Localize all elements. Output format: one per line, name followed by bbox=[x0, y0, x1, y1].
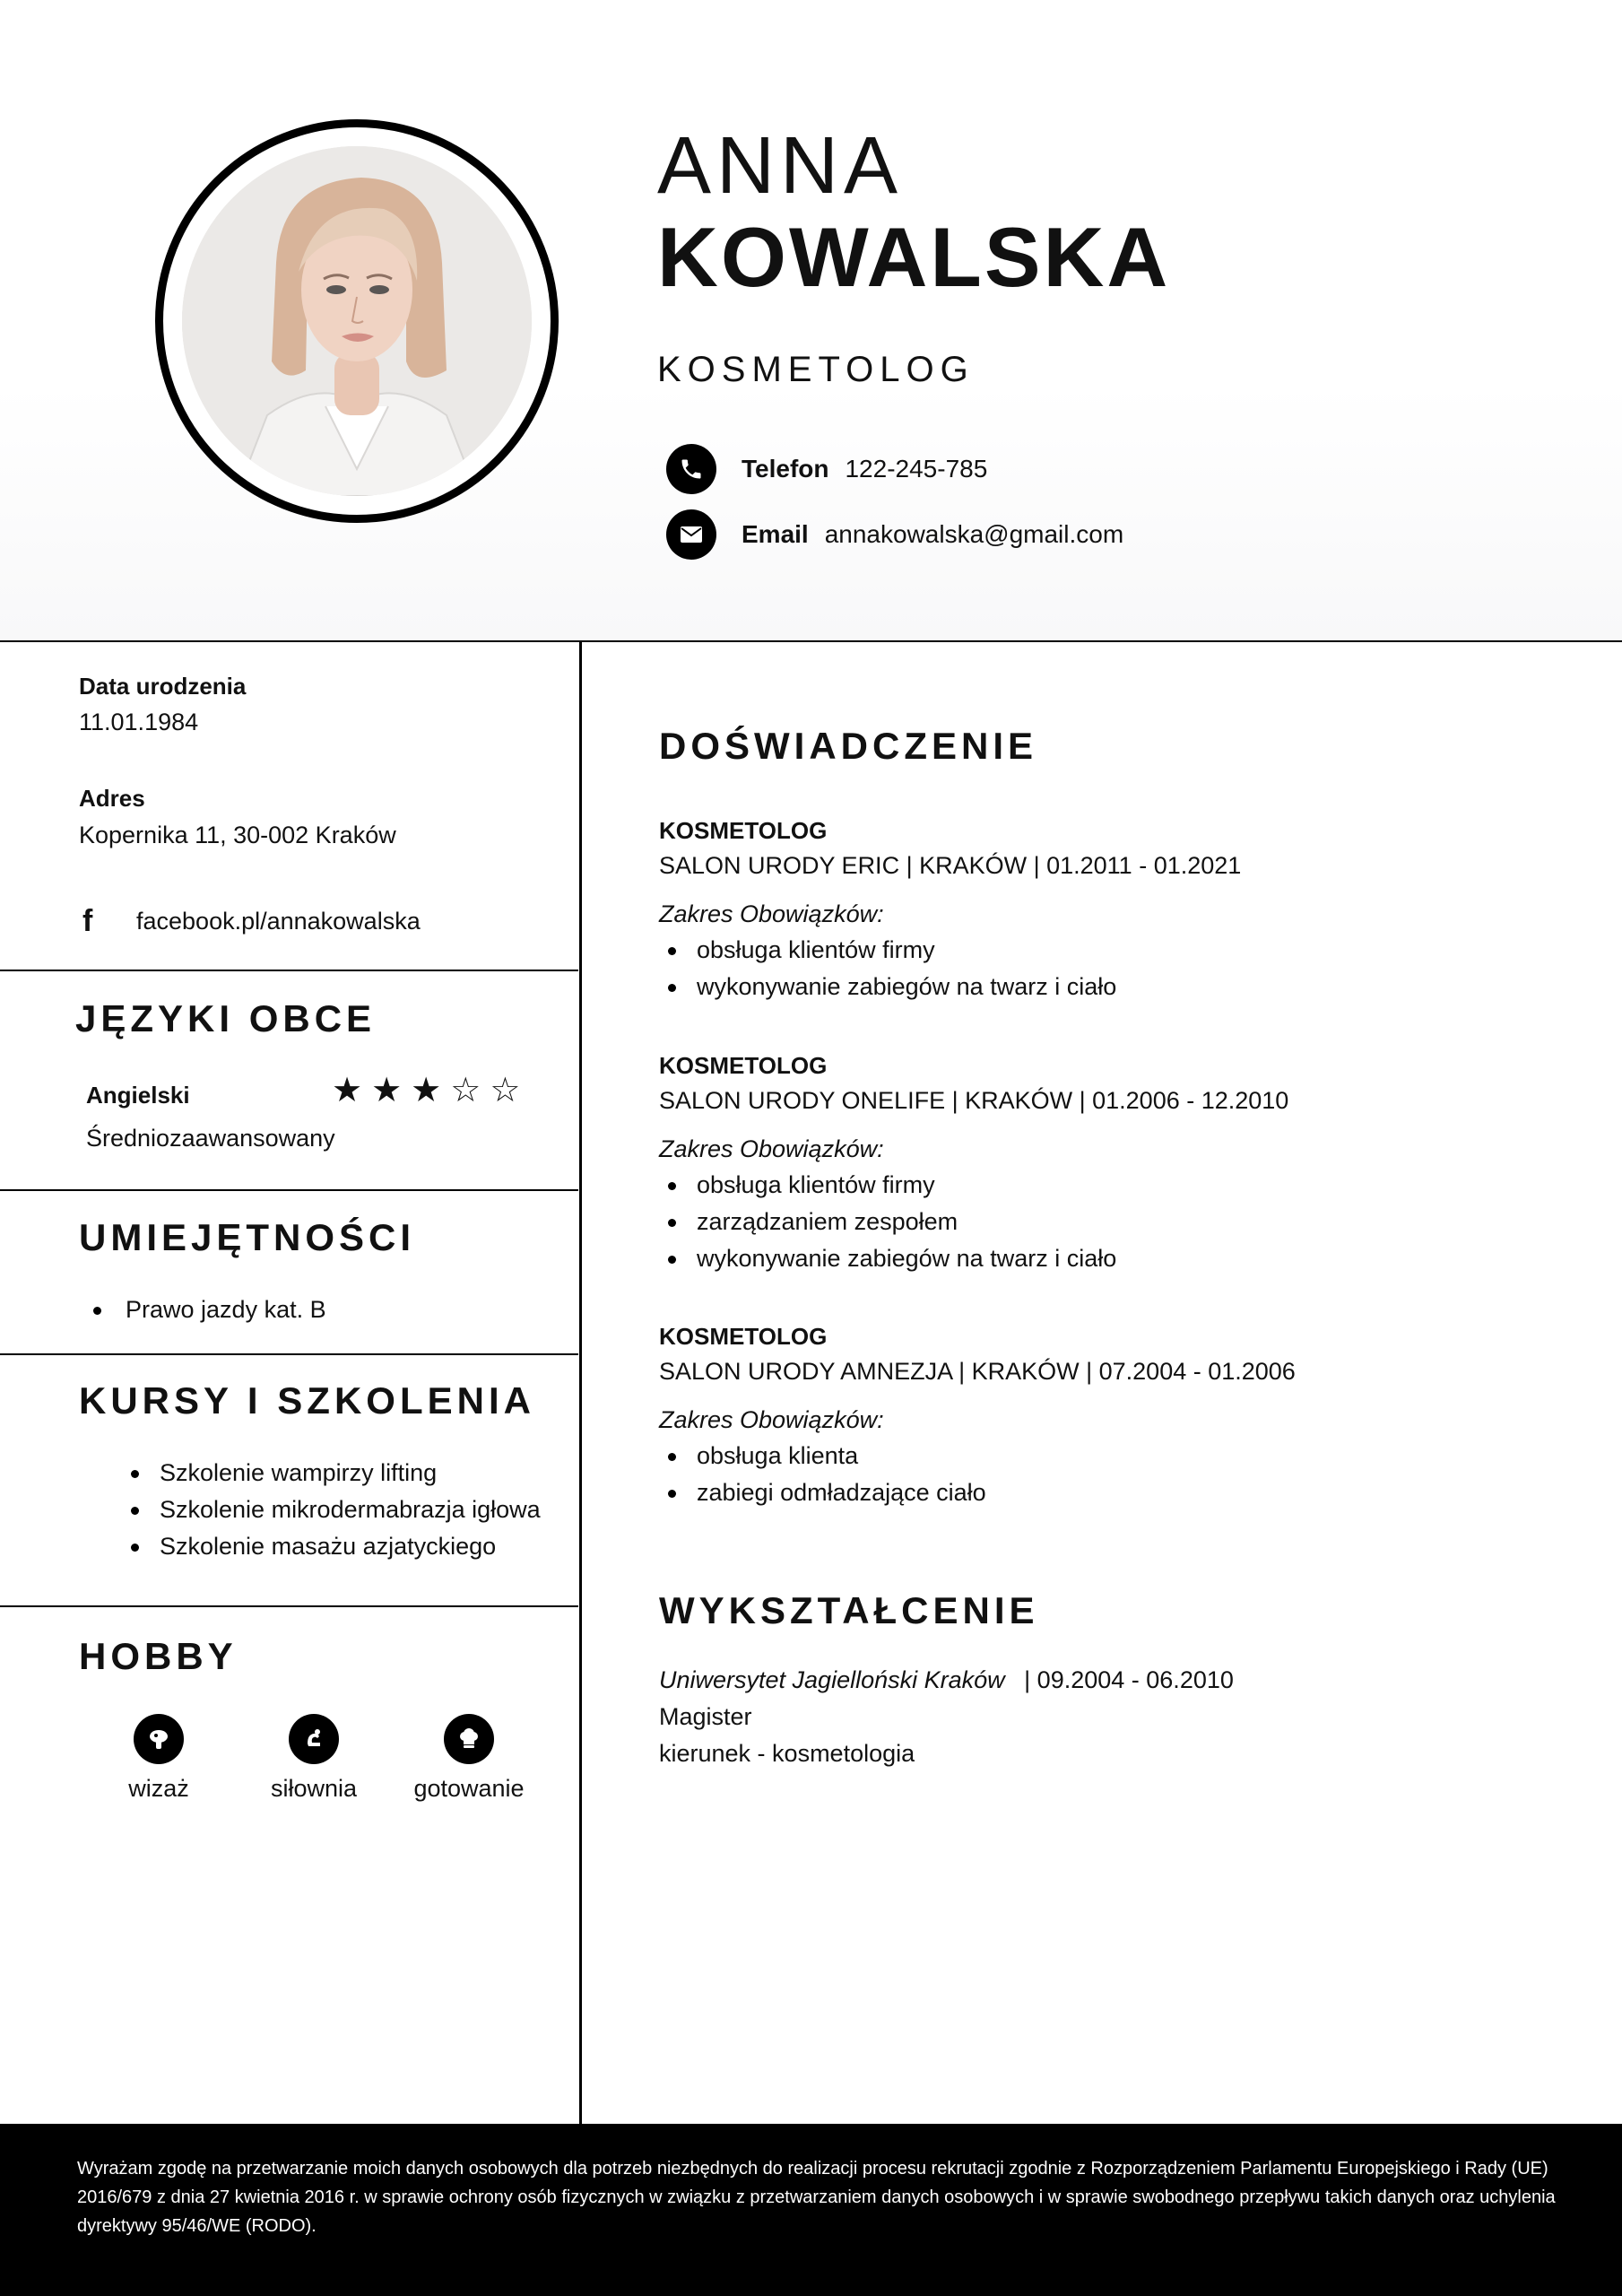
contact-email bbox=[666, 509, 1123, 561]
star-filled-icon: ★ bbox=[332, 1072, 372, 1109]
section-divider-skills bbox=[0, 1189, 578, 1191]
profile-photo bbox=[182, 146, 532, 496]
language-name: Angielski bbox=[86, 1082, 190, 1109]
gdpr-consent: Wyrażam zgodę na przetwarzanie moich danych osobowych dla potrzeb niezbędnych do realizacji procesu rekrutacji zgodnie z Rozporządzeniem Parlamentu Europejskiego i Rady (UE) 2016/679 z dnia 27 kwietnia 2016 r. w sprawie ochrony osób fizycznych w związku z przetwarzaniem danych osobowych i w sprawie swobodnego przepływu takich danych oraz uchylenia dyrektywy 95/46/WE (RODO). bbox=[77, 2159, 1556, 2236]
education-entry bbox=[659, 1662, 1556, 1772]
contact-phone bbox=[666, 443, 987, 495]
duties-list bbox=[659, 1167, 1556, 1277]
hobby-title: HOBBY bbox=[79, 1635, 238, 1677]
experience-entry bbox=[659, 1048, 1556, 1277]
star-empty-icon: ☆ bbox=[450, 1072, 490, 1109]
job-title: KOSMETOLOG bbox=[657, 350, 975, 389]
section-divider-courses bbox=[0, 1353, 578, 1355]
languages-title: JĘZYKI OBCE bbox=[75, 997, 377, 1039]
education-title: WYKSZTAŁCENIE bbox=[659, 1589, 1039, 1631]
star-empty-icon: ☆ bbox=[490, 1072, 530, 1109]
list-item: wykonywanie zabiegów na twarz i ciało bbox=[659, 969, 1556, 1005]
duties-label: Zakres Obowiązków: bbox=[659, 1406, 884, 1433]
list-item: Szkolenie wampirzy lifting bbox=[122, 1455, 570, 1492]
experience-entry bbox=[659, 813, 1556, 1005]
skills-title: UMIEJĘTNOŚCI bbox=[79, 1216, 416, 1258]
list-item: Szkolenie masażu azjatyckiego bbox=[122, 1528, 570, 1565]
job-employer: SALON URODY ERIC | KRAKÓW | 01.2011 - 01.2021 bbox=[659, 852, 1242, 879]
last-name: KOWALSKA bbox=[657, 210, 1171, 304]
hobby-label: gotowanie bbox=[413, 1775, 525, 1802]
facebook-link[interactable]: facebook.pl/annakowalska bbox=[136, 908, 421, 935]
job-employer: SALON URODY AMNEZJA | KRAKÓW | 07.2004 - 01.2006 bbox=[659, 1358, 1296, 1385]
job-role: KOSMETOLOG bbox=[659, 817, 828, 844]
email-label: Email bbox=[742, 520, 809, 548]
chef-hat-icon bbox=[444, 1714, 494, 1764]
list-item: zarządzaniem zespołem bbox=[659, 1204, 1556, 1240]
phone-value[interactable]: 122-245-785 bbox=[845, 455, 988, 483]
duties-list bbox=[659, 1438, 1556, 1511]
address-value: Kopernika 11, 30-002 Kraków bbox=[79, 822, 396, 848]
section-divider-languages bbox=[0, 970, 578, 971]
education-degree: Magister bbox=[659, 1703, 752, 1730]
list-item: zabiegi odmładzające ciało bbox=[659, 1474, 1556, 1511]
column-divider bbox=[579, 641, 582, 2124]
list-item: wykonywanie zabiegów na twarz i ciało bbox=[659, 1240, 1556, 1277]
list-item: obsługa klientów firmy bbox=[659, 1167, 1556, 1204]
birth-date-label: Data urodzenia bbox=[79, 673, 247, 700]
experience-title: DOŚWIADCZENIE bbox=[659, 725, 1037, 767]
duties-label: Zakres Obowiązków: bbox=[659, 900, 884, 927]
portrait-illustration bbox=[182, 146, 532, 496]
courses-title: KURSY I SZKOLENIA bbox=[79, 1379, 535, 1422]
list-item: obsługa klientów firmy bbox=[659, 932, 1556, 969]
birth-date-value: 11.01.1984 bbox=[79, 709, 199, 735]
envelope-icon bbox=[666, 509, 716, 560]
skills-list bbox=[84, 1292, 551, 1328]
duties-list bbox=[659, 932, 1556, 1005]
courses-list bbox=[122, 1455, 570, 1565]
education-school-line bbox=[659, 1662, 1556, 1699]
section-divider-hobby bbox=[0, 1605, 578, 1607]
facebook-icon: f bbox=[82, 904, 93, 938]
dumbbell-icon bbox=[289, 1714, 339, 1764]
header-divider bbox=[0, 640, 1622, 642]
hobby-item bbox=[251, 1714, 377, 1803]
email-value[interactable]: annakowalska@gmail.com bbox=[824, 520, 1124, 548]
school-name: Uniwersytet Jagielloński Kraków bbox=[659, 1666, 1005, 1693]
job-role: KOSMETOLOG bbox=[659, 1052, 828, 1079]
makeup-icon bbox=[134, 1714, 184, 1764]
language-rating bbox=[332, 1070, 529, 1110]
list-item: obsługa klienta bbox=[659, 1438, 1556, 1474]
duties-label: Zakres Obowiązków: bbox=[659, 1135, 884, 1162]
job-employer: SALON URODY ONELIFE | KRAKÓW | 01.2006 - 12.2010 bbox=[659, 1087, 1289, 1114]
first-name: ANNA bbox=[657, 121, 904, 211]
job-role: KOSMETOLOG bbox=[659, 1323, 828, 1350]
star-filled-icon: ★ bbox=[371, 1072, 412, 1109]
phone-label: Telefon bbox=[742, 455, 829, 483]
hobby-label: wizaż bbox=[128, 1775, 189, 1802]
education-dates: | 09.2004 - 06.2010 bbox=[1024, 1666, 1234, 1693]
language-level: Średniozaawansowany bbox=[86, 1125, 335, 1152]
hobby-item bbox=[406, 1714, 532, 1803]
star-filled-icon: ★ bbox=[411, 1072, 451, 1109]
phone-icon bbox=[666, 444, 716, 494]
education-field: kierunek - kosmetologia bbox=[659, 1740, 915, 1767]
address-label: Adres bbox=[79, 785, 145, 812]
hobby-label: siłownia bbox=[270, 1775, 358, 1802]
experience-entry bbox=[659, 1319, 1556, 1511]
list-item: Szkolenie mikrodermabrazja igłowa bbox=[122, 1492, 570, 1528]
hobby-item bbox=[96, 1714, 221, 1803]
list-item: Prawo jazdy kat. B bbox=[84, 1292, 551, 1328]
